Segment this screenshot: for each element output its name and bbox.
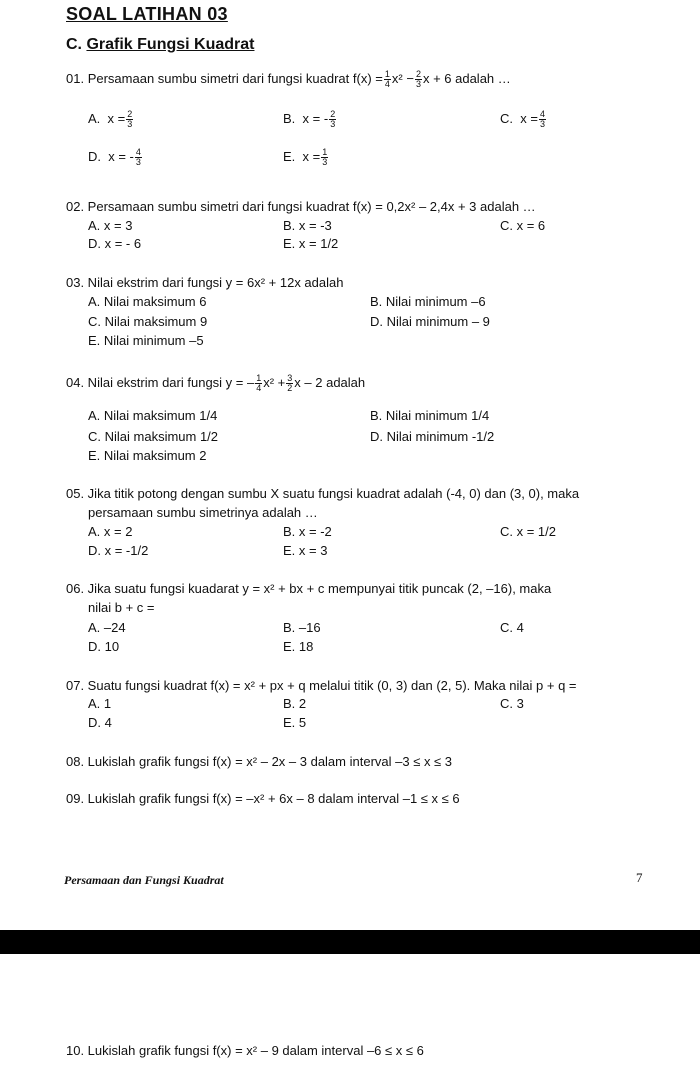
q01-a-label: A. <box>88 110 101 126</box>
q01-d-pre: x = - <box>108 148 134 164</box>
q03-option-e: E. Nilai minimum –5 <box>88 333 204 348</box>
q04-text-a: 04. Nilai ekstrim dari fungsi y = – <box>66 374 255 390</box>
question-10: 10. Lukislah grafik fungsi f(x) = x² – 9 dalam interval –6 ≤ x ≤ 6 <box>66 1043 424 1058</box>
q01-d-label: D. <box>88 148 101 164</box>
q04-frac1-den: 4 <box>256 383 262 393</box>
question-08: 08. Lukislah grafik fungsi f(x) = x² – 2x – 3 dalam interval –3 ≤ x ≤ 3 <box>66 754 453 769</box>
q07-option-b: B. 2 <box>283 696 307 711</box>
q01-fx-b: x² − <box>391 70 414 86</box>
question-01 <box>66 70 511 89</box>
q02-option-b: B. x = -3 <box>283 218 332 233</box>
q01-c-num: 4 <box>539 109 545 119</box>
q04-frac1-num: 1 <box>256 373 262 383</box>
q04-frac2 <box>286 374 293 393</box>
q01-option-b <box>283 110 337 129</box>
question-05-line2: persamaan sumbu simetrinya adalah … <box>88 505 318 520</box>
q03-option-c: C. Nilai maksimum 9 <box>88 314 208 329</box>
q05-option-c: C. x = 1/2 <box>500 524 556 539</box>
q01-text: Persamaan sumbu simetri dari fungsi kuadrat <box>87 70 350 86</box>
section-title: Grafik Fungsi Kuadrat <box>86 36 255 53</box>
q01-fx-c: x + 6 adalah … <box>422 70 511 86</box>
q05-option-a: A. x = 2 <box>88 524 133 539</box>
q04-frac2-num: 3 <box>287 373 293 383</box>
q02-option-e: E. x = 1/2 <box>283 236 339 251</box>
q01-a-den: 3 <box>127 119 133 129</box>
page-title: SOAL LATIHAN 03 <box>66 4 228 24</box>
q01-c-pre: x = <box>520 110 538 126</box>
q04-option-b: B. Nilai minimum 1/4 <box>370 408 490 423</box>
q02-option-d: D. x = - 6 <box>88 236 142 251</box>
q01-e-den: 3 <box>322 157 328 167</box>
q04-option-d: D. Nilai minimum -1/2 <box>370 429 495 444</box>
q06-option-c: C. 4 <box>500 620 524 635</box>
q01-a-pre: x = <box>107 110 126 126</box>
q06-option-d: D. 10 <box>88 639 120 654</box>
q01-b-frac <box>329 110 336 129</box>
q03-option-b: B. Nilai minimum –6 <box>370 294 486 309</box>
q01-b-num: 2 <box>330 109 336 119</box>
q01-e-num: 1 <box>322 147 328 157</box>
q01-option-c <box>500 110 547 129</box>
q01-c-frac <box>539 110 546 129</box>
q01-fx-a: f(x) = <box>352 70 383 86</box>
q07-option-a: A. 1 <box>88 696 112 711</box>
question-07: 07. Suatu fungsi kuadrat f(x) = x² + px + q melalui titik (0, 3) dan (2, 5). Maka nilai p + q = <box>66 678 577 693</box>
question-06-line2: nilai b + c = <box>88 600 155 615</box>
question-06-line1: 06. Jika suatu fungsi kuadarat y = x² + bx + c mempunyai titik puncak (2, –16), maka <box>66 581 552 596</box>
q01-frac2 <box>415 70 422 89</box>
question-05-line1: 05. Jika titik potong dengan sumbu X suatu fungsi kuadrat adalah (-4, 0) dan (3, 0), maka <box>66 486 580 501</box>
q01-b-pre: x = - <box>302 110 329 126</box>
q01-option-d <box>88 148 143 167</box>
q06-option-b: B. –16 <box>283 620 321 635</box>
q01-frac2-den: 3 <box>415 79 421 89</box>
q01-option-e <box>283 148 329 167</box>
question-09: 09. Lukislah grafik fungsi f(x) = –x² + 6x – 8 dalam interval –1 ≤ x ≤ 6 <box>66 791 460 806</box>
page-number: 7 <box>636 870 643 885</box>
q04-text-b: x² + <box>263 374 286 390</box>
q06-option-a: A. –24 <box>88 620 126 635</box>
q01-frac1-den: 4 <box>384 79 390 89</box>
q07-option-e: E. 5 <box>283 715 307 730</box>
q01-option-a <box>88 110 134 129</box>
question-03: 03. Nilai ekstrim dari fungsi y = 6x² + 12x adalah <box>66 275 344 290</box>
q04-option-e: E. Nilai maksimum 2 <box>88 448 207 463</box>
q01-e-frac <box>321 148 328 167</box>
q01-b-label: B. <box>283 110 296 126</box>
q05-option-e: E. x = 3 <box>283 543 328 558</box>
q01-frac1 <box>384 70 391 89</box>
q01-a-frac <box>126 110 133 129</box>
q01-e-label: E. <box>283 148 296 164</box>
q05-option-d: D. x = -1/2 <box>88 543 149 558</box>
q07-option-d: D. 4 <box>88 715 112 730</box>
q04-option-a: A. Nilai maksimum 1/4 <box>88 408 218 423</box>
q01-c-label: C. <box>500 110 513 126</box>
q01-number: 01. <box>66 70 85 86</box>
q07-option-c: C. 3 <box>500 696 524 711</box>
question-04 <box>66 374 365 393</box>
q04-frac2-den: 2 <box>287 383 293 393</box>
q06-option-e: E. 18 <box>283 639 314 654</box>
q01-d-frac <box>135 148 142 167</box>
q04-frac1 <box>255 374 262 393</box>
q03-option-d: D. Nilai minimum – 9 <box>370 314 490 329</box>
section-heading <box>66 36 254 54</box>
q01-frac1-num: 1 <box>384 69 390 79</box>
q01-e-pre: x = <box>302 148 321 164</box>
q01-d-num: 4 <box>135 147 141 157</box>
section-letter: C. <box>66 36 82 53</box>
q05-option-b: B. x = -2 <box>283 524 332 539</box>
q01-b-den: 3 <box>330 119 336 129</box>
question-02: 02. Persamaan sumbu simetri dari fungsi kuadrat f(x) = 0,2x² – 2,4x + 3 adalah … <box>66 199 536 214</box>
q04-option-c: C. Nilai maksimum 1/2 <box>88 429 219 444</box>
q04-text-c: x – 2 adalah <box>294 374 366 390</box>
q01-a-num: 2 <box>127 109 133 119</box>
q02-option-a: A. x = 3 <box>88 218 133 233</box>
q02-option-c: C. x = 6 <box>500 218 546 233</box>
page-divider-band <box>0 930 700 954</box>
footer-text: Persamaan dan Fungsi Kuadrat <box>64 873 224 887</box>
q01-d-den: 3 <box>135 157 141 167</box>
q03-option-a: A. Nilai maksimum 6 <box>88 294 207 309</box>
q01-frac2-num: 2 <box>415 69 421 79</box>
q01-c-den: 3 <box>539 119 545 129</box>
